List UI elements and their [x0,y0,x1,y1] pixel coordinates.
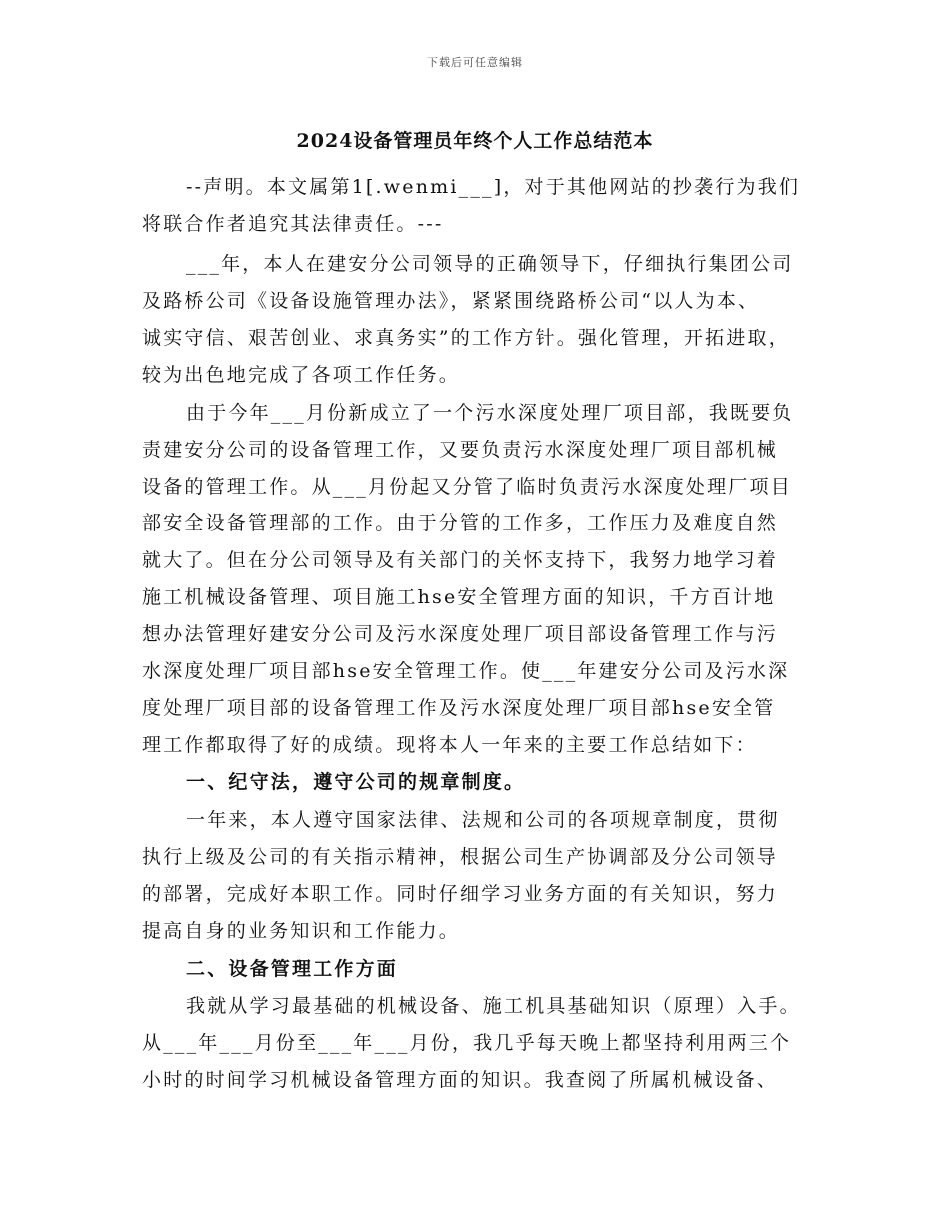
paragraph-line: --声明。本文属第1[.wenmi___]，对于其他网站的抄袭行为我们 [186,176,801,198]
paragraph-line: 较为出色地完成了各项工作任务。 [142,364,461,386]
paragraph-line: 从___年___月份至___年___月份，我几乎每天晚上都坚持利用两三个 [142,1032,792,1054]
paragraph-line: 责建安分公司的设备管理工作，又要负责污水深度处理厂项目部机械 [142,439,779,461]
section-heading: 二、设备管理工作方面 [186,958,399,980]
paragraph-line: 提高自身的业务知识和工作能力。 [142,920,461,942]
paragraph-line: 执行上级及公司的有关指示精神，根据公司生产协调部及分公司领导 [142,846,779,868]
paragraph-line: 小时的时间学习机械设备管理方面的知识。我查阅了所属机械设备、 [142,1069,779,1091]
paragraph-line: 部安全设备管理部的工作。由于分管的工作多，工作压力及难度自然 [142,512,779,534]
section-heading: 一、纪守法，遵守公司的规章制度。 [186,771,526,793]
paragraph-line: 就大了。但在分公司领导及有关部门的关怀支持下，我努力地学习着 [142,549,779,571]
paragraph-line: 设备的管理工作。从___月份起又分管了临时负责污水深度处理厂项目 [142,476,792,498]
paragraph-line: 我就从学习最基础的机械设备、施工机具基础知识（原理）入手。 [186,995,801,1017]
paragraph-line: 想办法管理好建安分公司及污水深度处理厂项目部设备管理工作与污 [142,623,779,645]
paragraph-line: 由于今年___月份新成立了一个污水深度处理厂项目部，我既要负 [186,402,794,424]
page-header-note: 下载后可任意编辑 [427,56,523,69]
paragraph-line: 度处理厂项目部的设备管理工作及污水深度处理厂项目部hse安全管 [142,697,776,719]
document-title: 2024设备管理员年终个人工作总结范本 [296,130,654,152]
paragraph-line: 的部署，完成好本职工作。同时仔细学习业务方面的有关知识，努力 [142,883,779,905]
paragraph-line: 施工机械设备管理、项目施工hse安全管理方面的知识，千方百计地 [142,586,776,608]
paragraph-line: 一年来，本人遵守国家法律、法规和公司的各项规章制度，贯彻 [186,809,780,831]
paragraph-line: 水深度处理厂项目部hse安全管理工作。使___年建安分公司及污水深 [142,660,790,682]
paragraph-line: 将联合作者追究其法律责任。--- [142,213,444,235]
paragraph-line: 理工作都取得了好的成绩。现将本人一年来的主要工作总结如下： [142,734,757,756]
paragraph-line: ___年，本人在建安分公司领导的正确领导下，仔细执行集团公司 [186,253,794,275]
paragraph-line: 诚实守信、艰苦创业、求真务实”的工作方针。强化管理，开拓进取， [142,327,790,349]
paragraph-line: 及路桥公司《设备设施管理办法》，紧紧围绕路桥公司“以人为本、 [142,290,760,312]
